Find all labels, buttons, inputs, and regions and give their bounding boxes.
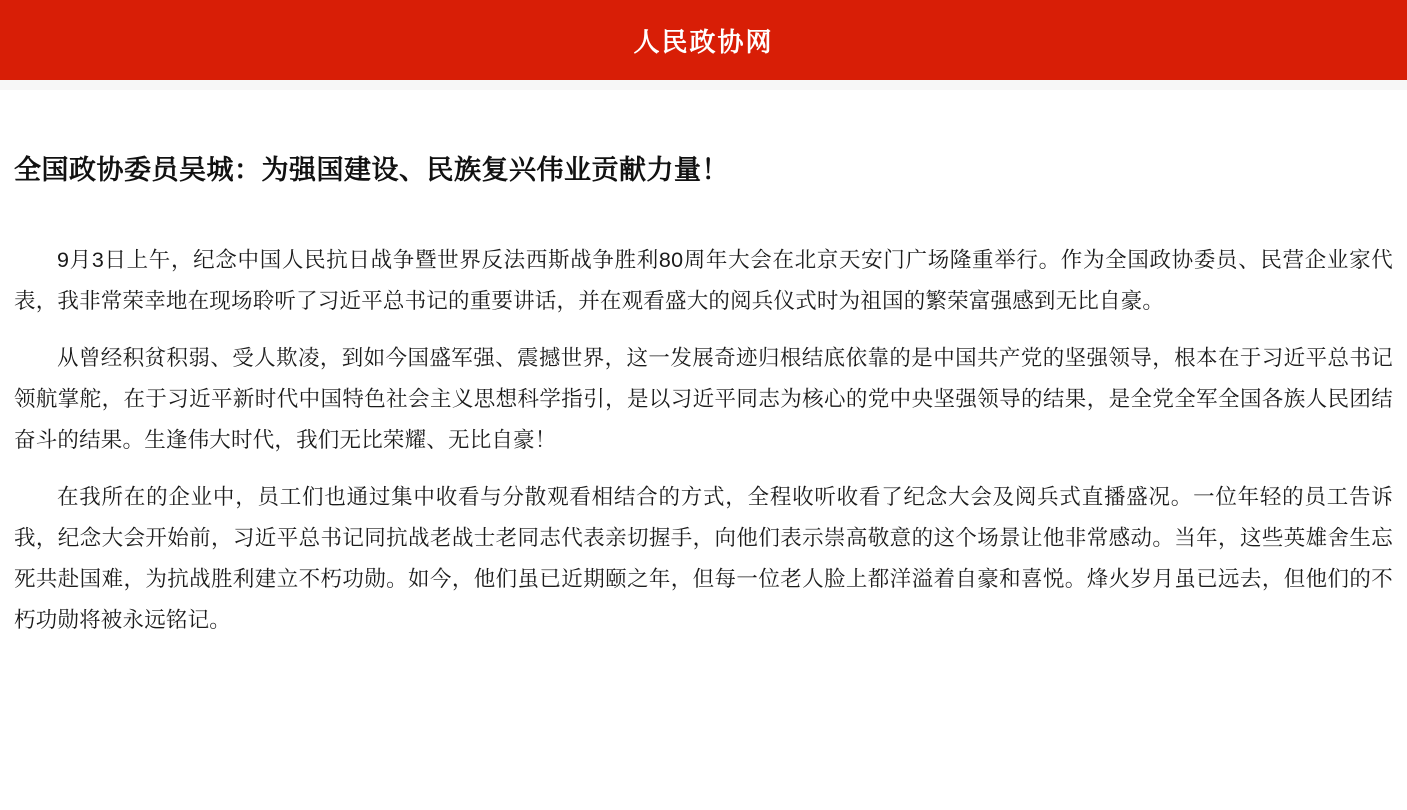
article-paragraph: 从曾经积贫积弱、受人欺凌，到如今国盛军强、震撼世界，这一发展奇迹归根结底依靠的是中国共产党的坚强领导，根本在于习近平总书记领航掌舵，在于习近平新时代中国特色社会主义思想科学指引，是以习近平同志为核心的党中央坚强领导的结果，是全党全军全国各族人民团结奋斗的结果。生逢伟大时代，我们无比荣耀、无比自豪！ (14, 346, 1393, 453)
site-title: 人民政协网 (633, 26, 774, 57)
article-paragraph: 在我所在的企业中，员工们也通过集中收看与分散观看相结合的方式，全程收听收看了纪念大会及阅兵式直播盛况。一位年轻的员工告诉我，纪念大会开始前，习近平总书记同抗战老战士老同志代表亲切握手，向他们表示崇高敬意的这个场景让他非常感动。当年，这些英雄舍生忘死共赴国难，为抗战胜利建立不朽功勋。如今，他们虽已近期颐之年，但每一位老人脸上都洋溢着自豪和喜悦。烽火岁月虽已远去，但他们的不朽功勋将被永远铭记。 (14, 485, 1393, 633)
article-container (0, 90, 1407, 641)
site-header (0, 0, 1407, 80)
header-divider (0, 80, 1407, 90)
article-body (14, 188, 1393, 641)
page-title: 全国政协委员吴城：为强国建设、民族复兴伟业贡献力量！ (14, 155, 729, 185)
article-paragraph: 9月3日上午，纪念中国人民抗日战争暨世界反法西斯战争胜利80周年大会在北京天安门广场隆重举行。作为全国政协委员、民营企业家代表，我非常荣幸地在现场聆听了习近平总书记的重要讲话，并在观看盛大的阅兵仪式时为祖国的繁荣富强感到无比自豪。 (14, 248, 1393, 314)
